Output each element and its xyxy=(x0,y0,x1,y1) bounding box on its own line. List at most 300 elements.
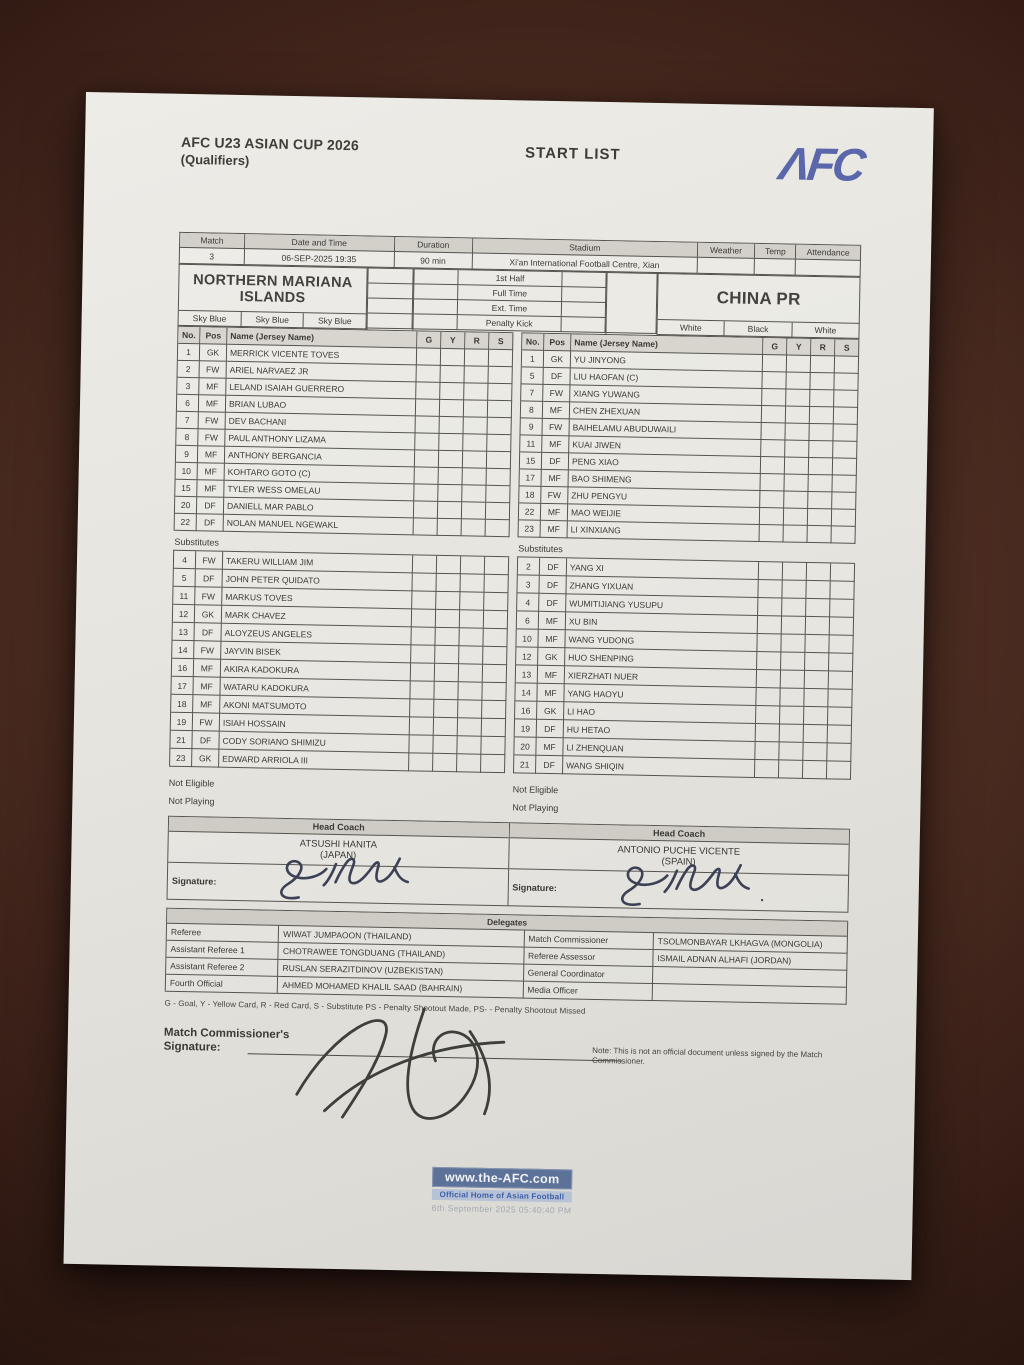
stat-cell xyxy=(458,700,482,718)
stat-cell xyxy=(433,736,457,754)
player-number: 6 xyxy=(517,611,539,629)
stat-cell xyxy=(786,390,810,407)
stat-cell xyxy=(483,629,507,647)
stat-cell xyxy=(482,701,506,719)
player-position: FW xyxy=(196,551,223,570)
player-number: 11 xyxy=(520,435,542,452)
player-position: DF xyxy=(539,576,566,595)
away-coach-name: ANTONIO PUCHE VICENTE xyxy=(617,844,741,858)
stat-cell xyxy=(760,491,784,508)
player-number: 11 xyxy=(173,587,195,605)
stat-cell xyxy=(780,706,804,724)
stat-cell xyxy=(416,416,440,433)
away-head-coach-label: Head Coach xyxy=(509,823,849,845)
stat-cell xyxy=(487,435,511,452)
stat-cell xyxy=(831,526,855,543)
stat-cell xyxy=(462,502,486,519)
player-position: MF xyxy=(198,446,225,464)
delegate-name: TSOLMONBAYAR LKHAGVA (MONGOLIA) xyxy=(654,933,848,954)
delegate-name xyxy=(653,984,847,1005)
player-position: DF xyxy=(194,623,221,642)
stat-cell xyxy=(785,440,809,457)
player-name: PENG XIAO xyxy=(569,453,761,474)
player-position: MF xyxy=(193,677,220,696)
home-score-cell xyxy=(414,314,458,330)
stat-cell xyxy=(756,724,780,742)
stat-cell xyxy=(783,525,807,542)
stat-cell xyxy=(759,525,783,542)
player-number: 12 xyxy=(173,605,195,623)
player-position: FW xyxy=(194,641,221,660)
player-number: 22 xyxy=(175,514,197,531)
player-position: MF xyxy=(542,470,569,488)
stat-cell xyxy=(808,475,832,492)
document-footer xyxy=(161,1162,844,1221)
stat-cell xyxy=(755,742,779,760)
player-name: CODY SORIANO SHIMIZU xyxy=(219,732,409,754)
player-number: 3 xyxy=(177,378,199,395)
away-kit-shorts: Black xyxy=(725,321,793,337)
stat-cell xyxy=(829,671,853,689)
page-title: START LIST xyxy=(524,144,621,164)
stat-cell xyxy=(409,753,433,771)
player-number: 12 xyxy=(516,647,538,665)
player-position: FW xyxy=(193,713,220,732)
stat-cell xyxy=(810,373,834,390)
duration-header: Duration xyxy=(394,237,473,254)
away-score-cell xyxy=(562,302,606,318)
stat-cell xyxy=(435,664,459,682)
stat-cell xyxy=(832,509,856,526)
stat-cell xyxy=(810,390,834,407)
player-number: 21 xyxy=(170,731,192,749)
player-number: 16 xyxy=(515,701,537,719)
stat-cell xyxy=(463,468,487,485)
stat-cell xyxy=(438,485,462,502)
stat-cell xyxy=(486,486,510,503)
stat-cell xyxy=(460,574,484,592)
player-number: 4 xyxy=(174,551,196,569)
stat-cell xyxy=(481,737,505,755)
stat-cell xyxy=(829,653,853,671)
stat-cell xyxy=(438,519,462,536)
stat-cell xyxy=(828,725,852,743)
col-red: R xyxy=(811,339,835,356)
player-number: 8 xyxy=(176,429,198,446)
player-number: 17 xyxy=(171,677,193,695)
stat-cell xyxy=(440,366,464,383)
player-name: HU HETAO xyxy=(564,720,756,742)
stat-cell xyxy=(483,665,507,683)
player-name: MARKUS TOVES xyxy=(222,588,412,610)
player-name: ANTHONY BERGANCIA xyxy=(225,447,415,468)
competition-block xyxy=(181,134,434,172)
stat-cell xyxy=(488,401,512,418)
stat-cell xyxy=(417,348,441,365)
stat-cell xyxy=(457,754,481,772)
player-number: 9 xyxy=(520,418,542,435)
stat-cell xyxy=(783,562,807,580)
player-number: 13 xyxy=(516,665,538,683)
stat-cell xyxy=(411,645,435,663)
stat-cell xyxy=(810,407,834,424)
player-name: MERRICK VICENTE TOVES xyxy=(227,345,417,366)
player-position: MF xyxy=(193,695,220,714)
signature-note-section xyxy=(162,1026,846,1149)
stat-cell xyxy=(484,611,508,629)
stat-cell xyxy=(440,383,464,400)
player-number: 23 xyxy=(519,520,541,537)
stat-cell xyxy=(759,562,783,580)
player-name: LELAND ISAIAH GUERRERO xyxy=(226,379,416,400)
player-name: LI HAO xyxy=(564,702,756,724)
player-name: WANG SHIQIN xyxy=(563,756,755,778)
away-signature-label: Signature: xyxy=(512,882,557,894)
stat-cell xyxy=(459,646,483,664)
stat-cell xyxy=(484,593,508,611)
home-substitutes-table xyxy=(169,550,509,773)
match-commissioner-signature-block xyxy=(162,1026,593,1144)
stat-cell xyxy=(439,468,463,485)
player-number: 5 xyxy=(174,569,196,587)
delegate-role: Fourth Official xyxy=(166,975,279,994)
stat-cell xyxy=(487,418,511,435)
head-coach-section xyxy=(167,816,850,913)
home-coach-signature-row xyxy=(168,863,508,907)
player-name: LIU HAOFAN (C) xyxy=(570,368,762,389)
match-number: 3 xyxy=(180,248,245,265)
player-number: 8 xyxy=(521,401,543,418)
player-name: CHEN ZHEXUAN xyxy=(570,402,762,423)
stat-cell xyxy=(463,451,487,468)
player-name: MAO WEIJIE xyxy=(568,504,760,525)
stat-cell xyxy=(761,423,785,440)
stat-cell xyxy=(459,628,483,646)
player-position: FW xyxy=(198,429,225,447)
player-position: MF xyxy=(541,521,568,539)
stat-cell xyxy=(756,706,780,724)
player-position: FW xyxy=(195,587,222,606)
stat-cell xyxy=(441,349,465,366)
stat-cell xyxy=(761,457,785,474)
stat-cell xyxy=(457,736,481,754)
player-position: DF xyxy=(536,756,563,775)
home-kit-shirt: Sky Blue xyxy=(179,311,242,327)
stat-cell xyxy=(834,373,858,390)
stat-cell xyxy=(827,761,851,779)
home-signature-label: Signature: xyxy=(171,875,217,887)
stat-cell xyxy=(805,653,829,671)
stat-cell xyxy=(416,365,440,382)
stat-cell xyxy=(804,725,828,743)
player-position: DF xyxy=(543,368,570,386)
stat-cell xyxy=(804,707,828,725)
stat-cell xyxy=(486,503,510,520)
stat-cell xyxy=(755,760,779,778)
afc-logo: ΛFC xyxy=(776,137,866,191)
stat-cell xyxy=(409,735,433,753)
stat-cell xyxy=(809,424,833,441)
home-team-box xyxy=(178,264,368,330)
stat-cell xyxy=(411,627,435,645)
stat-cell xyxy=(779,742,803,760)
stat-cell xyxy=(803,743,827,761)
stat-cell xyxy=(464,400,488,417)
stat-cell xyxy=(410,717,434,735)
away-kit-shirt: White xyxy=(657,320,725,336)
player-number: 15 xyxy=(520,452,542,469)
signature-ink-dot: . xyxy=(760,888,765,905)
stat-cell xyxy=(808,492,832,509)
col-goal: G xyxy=(763,338,787,355)
player-name: DEV BACHANI xyxy=(226,413,416,434)
delegate-role: Assistant Referee 1 xyxy=(166,941,279,960)
stat-cell xyxy=(411,663,435,681)
match-commissioner-signature xyxy=(272,998,614,1135)
player-number: 10 xyxy=(516,629,538,647)
score-period-label: Ext. Time xyxy=(458,300,563,317)
stadium-header: Stadium xyxy=(473,238,698,257)
stat-cell xyxy=(761,440,785,457)
col-sub: S xyxy=(489,333,513,350)
player-position: DF xyxy=(539,594,566,613)
delegate-name: RUSLAN SERAZITDINOV (UZBEKISTAN) xyxy=(278,960,523,982)
stat-cell xyxy=(835,356,859,373)
stat-cell xyxy=(465,349,489,366)
stat-cell xyxy=(458,682,482,700)
player-number: 16 xyxy=(172,659,194,677)
home-coach-block xyxy=(168,817,510,907)
player-position: MF xyxy=(543,402,570,420)
player-name: LI XINXIANG xyxy=(568,521,760,542)
home-kit-shorts: Sky Blue xyxy=(241,312,304,328)
score-period-label: Penalty Kick xyxy=(457,315,562,332)
player-number: 1 xyxy=(178,344,200,361)
col-no: No. xyxy=(178,327,200,344)
stat-cell xyxy=(433,754,457,772)
stat-cell xyxy=(784,491,808,508)
delegate-name: AHMED MOHAMED KHALIL SAAD (BAHRAIN) xyxy=(278,977,523,999)
player-name: WANG YUDONG xyxy=(565,630,757,652)
stat-cell xyxy=(482,683,506,701)
delegate-role: Match Commissioner xyxy=(524,931,654,950)
player-position: FW xyxy=(541,487,568,505)
player-position: FW xyxy=(200,361,227,379)
score-tall-spacer xyxy=(605,272,657,335)
afc-website-banner: www.the-AFC.com xyxy=(432,1167,573,1190)
stat-cell xyxy=(435,628,459,646)
stat-cell xyxy=(808,509,832,526)
lineups-section xyxy=(168,326,859,819)
player-position: DF xyxy=(542,453,569,471)
stat-cell xyxy=(436,574,460,592)
player-position: MF xyxy=(199,378,226,396)
stat-cell xyxy=(481,755,505,773)
stat-cell xyxy=(758,616,782,634)
stat-cell xyxy=(828,689,852,707)
home-lineup-table xyxy=(174,326,514,537)
player-position: MF xyxy=(198,463,225,481)
away-team-box xyxy=(656,273,860,339)
stat-cell xyxy=(832,492,856,509)
delegate-role: Media Officer xyxy=(523,982,653,1001)
stat-cell xyxy=(758,580,782,598)
competition-title: AFC U23 ASIAN CUP 2026 xyxy=(180,133,360,154)
player-position: DF xyxy=(197,514,224,532)
stat-cell xyxy=(439,451,463,468)
delegate-role: Referee xyxy=(167,924,280,943)
player-position: MF xyxy=(199,395,226,413)
away-team-name: CHINA PR xyxy=(658,274,861,324)
attendance-header: Attendance xyxy=(796,245,861,261)
player-name: YANG HAOYU xyxy=(564,684,756,706)
away-substitutes-label: Substitutes xyxy=(518,543,563,555)
stat-cell xyxy=(757,652,781,670)
stat-cell xyxy=(462,519,486,536)
stat-cell xyxy=(463,417,487,434)
stat-cell xyxy=(414,518,438,535)
away-score-cell xyxy=(562,317,606,333)
home-head-coach-label: Head Coach xyxy=(169,817,509,839)
afc-tagline: Official Home of Asian Football xyxy=(431,1189,572,1203)
match-duration: 90 min xyxy=(394,252,473,270)
player-number: 2 xyxy=(178,361,200,378)
document-header xyxy=(180,133,866,205)
away-score-cell xyxy=(562,287,606,303)
player-number: 18 xyxy=(519,486,541,503)
player-name: YANG XI xyxy=(567,558,759,580)
player-number: 17 xyxy=(520,469,542,486)
player-position: MF xyxy=(538,666,565,685)
stat-cell xyxy=(484,575,508,593)
player-name: BRIAN LUBAO xyxy=(226,396,416,417)
stat-cell xyxy=(809,441,833,458)
stat-cell xyxy=(434,700,458,718)
stat-cell xyxy=(781,652,805,670)
stat-cell xyxy=(779,760,803,778)
away-lineup-table xyxy=(518,332,860,543)
player-number: 6 xyxy=(177,395,199,412)
player-position: DF xyxy=(196,569,223,588)
stat-cell xyxy=(834,407,858,424)
stat-cell xyxy=(785,457,809,474)
col-name: Name (Jersey Name) xyxy=(227,328,417,349)
score-spacer-column xyxy=(367,267,414,330)
stat-cell xyxy=(762,406,786,423)
stat-cell xyxy=(806,617,830,635)
player-name: XU BIN xyxy=(566,612,758,634)
stat-cell xyxy=(830,581,854,599)
match-datetime: 06-SEP-2025 19:35 xyxy=(244,249,394,268)
stat-cell xyxy=(803,761,827,779)
delegate-name: ISMAIL ADNAN ALHAFI (JORDAN) xyxy=(653,950,847,971)
stat-cell xyxy=(784,508,808,525)
player-name: KOHTARO GOTO (C) xyxy=(225,464,415,485)
player-name: WUMITIJIANG YUSUPU xyxy=(566,594,758,616)
away-not-eligible-label: Not Eligible xyxy=(512,784,559,796)
stat-cell xyxy=(834,390,858,407)
home-team-name: NORTHERN MARIANA ISLANDS xyxy=(179,265,368,315)
stat-cell xyxy=(488,384,512,401)
stat-cell xyxy=(440,400,464,417)
player-position: MF xyxy=(194,659,221,678)
match-temp xyxy=(755,259,796,276)
stat-cell xyxy=(782,580,806,598)
stat-cell xyxy=(758,598,782,616)
stat-cell xyxy=(785,423,809,440)
player-name: JOHN PETER QUIDATO xyxy=(223,570,413,592)
player-number: 4 xyxy=(517,593,539,611)
temp-header: Temp xyxy=(755,244,796,260)
empty-cell xyxy=(368,283,413,299)
player-number: 15 xyxy=(175,480,197,497)
stat-cell xyxy=(757,634,781,652)
player-name: ZHU PENGYU xyxy=(568,487,760,508)
away-coach-block xyxy=(508,823,850,913)
stat-cell xyxy=(782,616,806,634)
match-header: Match xyxy=(180,233,245,249)
stat-cell xyxy=(831,563,855,581)
stat-cell xyxy=(464,383,488,400)
score-period-label: 1st Half xyxy=(458,270,563,287)
stat-cell xyxy=(780,688,804,706)
player-number: 22 xyxy=(519,503,541,520)
player-position: GK xyxy=(544,351,571,369)
print-timestamp: 6th September 2025 05:40:40 PM xyxy=(431,1202,572,1216)
away-column xyxy=(512,332,859,818)
stat-cell xyxy=(413,555,437,573)
stat-cell xyxy=(782,598,806,616)
player-number: 21 xyxy=(514,755,536,773)
score-table xyxy=(413,268,607,334)
mc-signature-label: Match Commissioner's Signature: xyxy=(163,1026,290,1054)
player-name: ARIEL NARVAEZ JR xyxy=(227,362,417,383)
player-position: MF xyxy=(539,612,566,631)
stat-cell xyxy=(437,556,461,574)
player-name: LI ZHENQUAN xyxy=(563,738,755,760)
stat-cell xyxy=(483,647,507,665)
player-name: XIERZHATI NUER xyxy=(565,666,757,688)
stat-cell xyxy=(832,475,856,492)
stat-cell xyxy=(410,681,434,699)
stat-cell xyxy=(415,433,439,450)
stat-cell xyxy=(416,399,440,416)
player-position: FW xyxy=(199,412,226,430)
home-coach-name: ATSUSHI HANITA xyxy=(299,838,378,851)
stat-cell xyxy=(487,452,511,469)
player-name: MARK CHAVEZ xyxy=(222,606,412,628)
player-name: PAUL ANTHONY LIZAMA xyxy=(225,430,415,451)
home-not-eligible-label: Not Eligible xyxy=(168,777,215,789)
stat-cell xyxy=(833,424,857,441)
player-number: 10 xyxy=(176,463,198,480)
stat-cell xyxy=(830,599,854,617)
player-position: MF xyxy=(538,630,565,649)
stat-cell xyxy=(486,520,510,537)
player-position: GK xyxy=(200,344,227,362)
stat-cell xyxy=(487,469,511,486)
delegate-name: CHOTRAWEE TONGDUANG (THAILAND) xyxy=(279,943,524,965)
stat-cell xyxy=(760,508,784,525)
player-name: TAKERU WILLIAM JIM xyxy=(223,552,413,574)
stat-cell xyxy=(458,718,482,736)
match-attendance xyxy=(796,260,861,277)
stat-cell xyxy=(807,563,831,581)
stat-cell xyxy=(415,450,439,467)
delegates-table xyxy=(165,908,848,1005)
stat-cell xyxy=(436,592,460,610)
abbreviation-legend: G - Goal, Y - Yellow Card, R - Red Card, S - Substitute PS - Penalty Shootout Made, PS- - Penalty Shootout Missed xyxy=(164,998,586,1016)
